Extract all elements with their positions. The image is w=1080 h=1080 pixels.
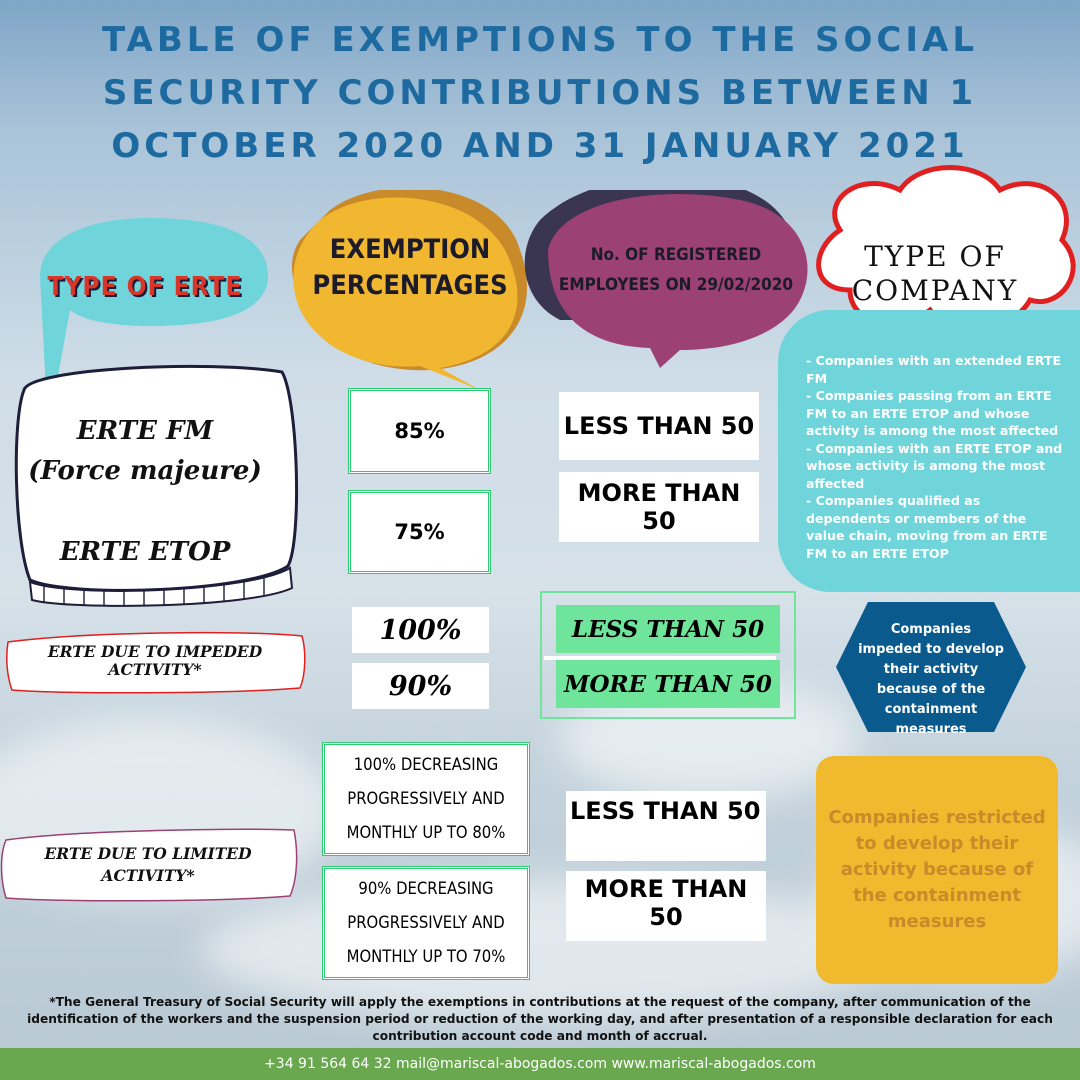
- impeded-less-than-50: LESS THAN 50: [556, 605, 780, 653]
- percentage-90-decreasing: 90% DECREASING PROGRESSIVELY AND MONTHLY UP TO 70%: [322, 866, 530, 980]
- employees-more-than-50: MORE THAN 50: [559, 472, 759, 542]
- percentage-100: 100%: [352, 607, 489, 653]
- percentage-90: 90%: [352, 663, 489, 709]
- percentage-75: 75%: [348, 490, 491, 574]
- contact-footer[interactable]: +34 91 564 64 32 mail@mariscal-abogados.com www.mariscal-abogados.com: [0, 1048, 1080, 1080]
- limited-company-box: Companies restricted to develop their activity because of the containment measures: [816, 756, 1058, 984]
- type-of-company-header: TYPE OF COMPANY: [851, 240, 1019, 307]
- type-of-erte-header: TYPE OF ERTE: [47, 272, 243, 302]
- impeded-activity-label: ERTE DUE TO IMPEDED ACTIVITY*: [47, 642, 263, 679]
- company-list-item: - Companies qualified as dependents or members of the value chain, moving from an ERTE FM to an ERTE ETOP: [806, 493, 1048, 561]
- impeded-more-than-50: MORE THAN 50: [556, 660, 780, 708]
- company-list-item: - Companies with an ERTE ETOP and whose activity is among the most affected: [806, 440, 1063, 491]
- company-list-panel: [778, 310, 1080, 592]
- exemption-percentages-header: EXEMPTION PERCENTAGES: [312, 234, 508, 301]
- erte-etop-label: ERTE ETOP: [59, 537, 231, 567]
- employees-less-than-50: LESS THAN 50: [559, 392, 759, 460]
- limited-less-than-50: LESS THAN 50: [566, 791, 766, 861]
- limited-activity-label: ERTE DUE TO LIMITED ACTIVITY*: [44, 844, 252, 885]
- company-list-item: - Companies passing from an ERTE FM to an ERTE ETOP and whose activity is among the most affected: [806, 388, 1059, 438]
- page-title: TABLE OF EXEMPTIONS TO THE SOCIAL SECURITY CONTRIBUTIONS BETWEEN 1 OCTOBER 2020 AND 31 JANUARY 2021: [101, 20, 979, 166]
- footnote: *The General Treasury of Social Security will apply the exemptions in contributions at the request of the company, after communication of the identification of the workers and the suspension period or reduction of the working day, and after presentation of a responsible declaration for each contribution account code and month of accrual.: [27, 995, 1053, 1043]
- force-majeure-label: (Force majeure): [28, 456, 262, 486]
- limited-more-than-50: MORE THAN 50: [566, 871, 766, 941]
- registered-employees-header: No. OF REGISTERED EMPLOYEES ON 29/02/2020: [558, 245, 794, 295]
- percentage-85: 85%: [348, 388, 491, 474]
- percentage-100-decreasing: 100% DECREASING PROGRESSIVELY AND MONTHLY UP TO 80%: [322, 742, 530, 856]
- erte-fm-label: ERTE FM: [76, 416, 214, 446]
- company-list-item: - Companies with an extended ERTE FM: [806, 353, 1062, 386]
- impeded-company-text: Companies impeded to develop their activity because of the containment measures: [858, 622, 1004, 737]
